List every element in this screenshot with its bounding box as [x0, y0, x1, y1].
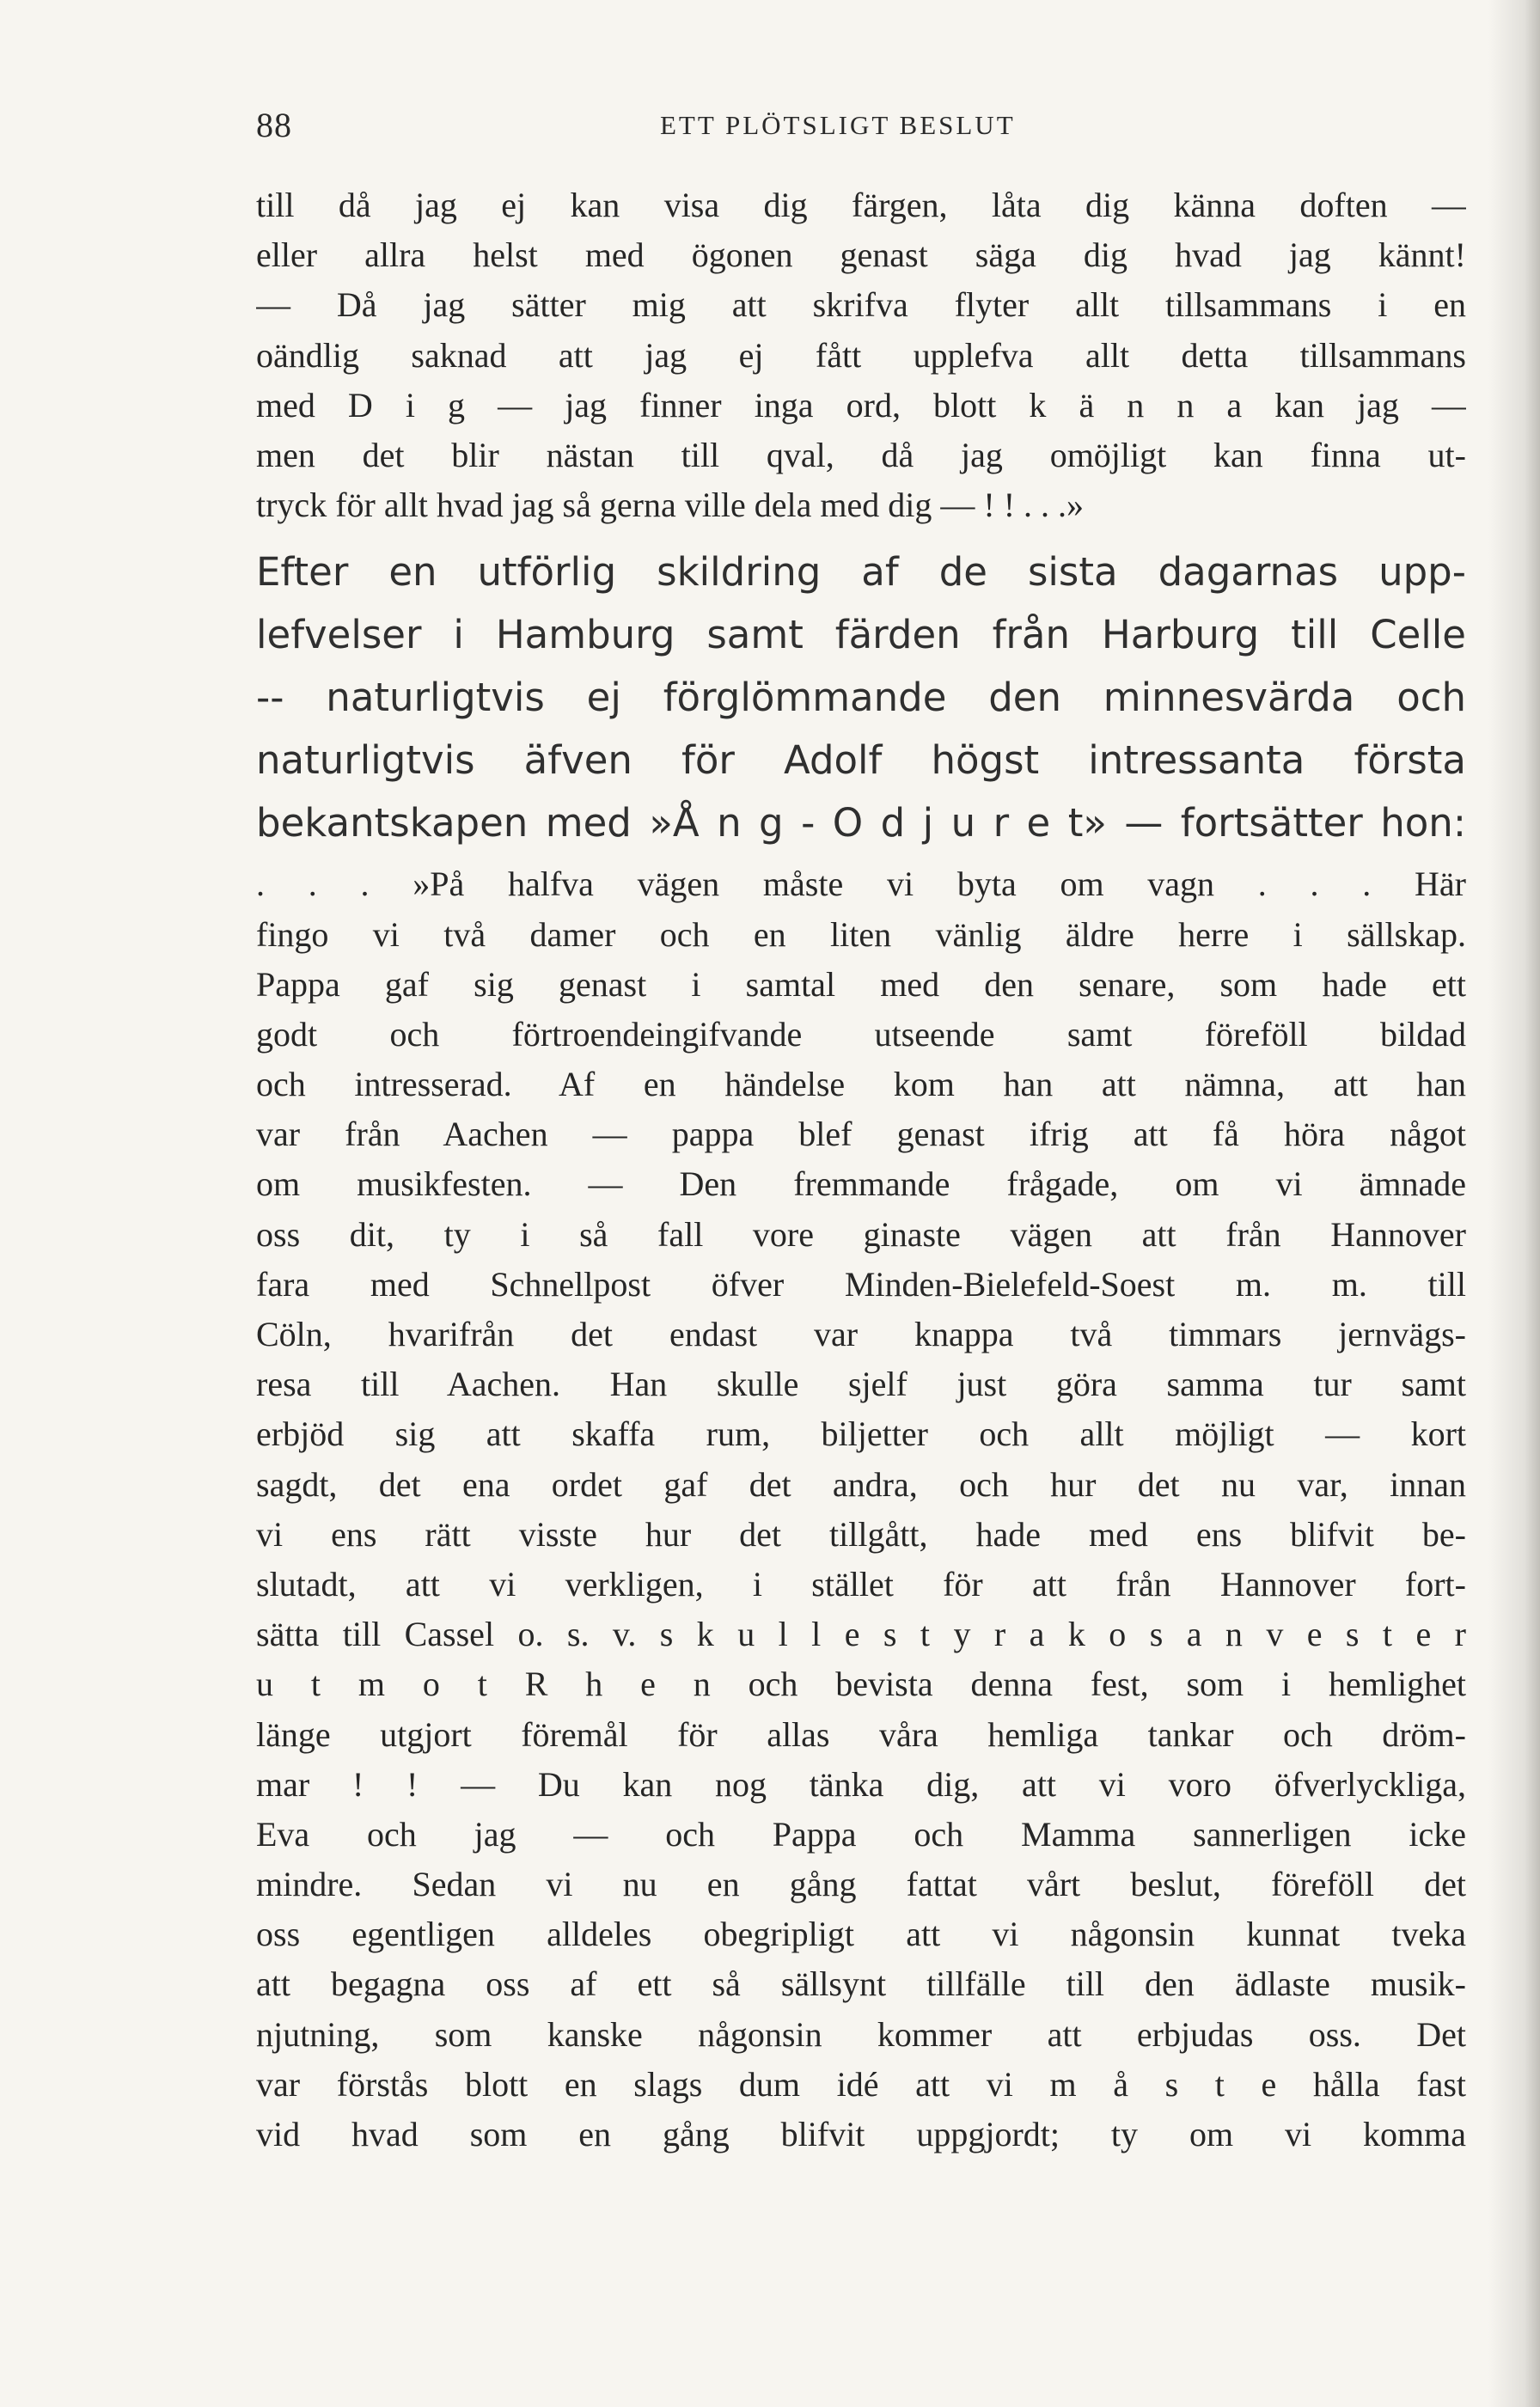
- text-line: slutadt, att vi verkligen, i stället för att från Hannover fort-: [256, 1564, 1466, 1604]
- text-line: var från Aachen — pappa blef genast ifrig att få höra något: [256, 1115, 1466, 1154]
- text-line: oss egentligen alldeles obegripligt att vi någonsin kunnat tveka: [256, 1915, 1466, 1954]
- text-line: bekantskapen med »Å n g - O d j u r e t» — fortsätter hon:: [256, 800, 1466, 846]
- text-line: sagdt, det ena ordet gaf det andra, och hur det nu var, innan: [256, 1464, 1466, 1504]
- text-line: tryck för allt hvad jag så gerna ville dela med dig — ! ! . . .»: [256, 486, 1085, 525]
- text-line: oändlig saknad att jag ej fått upplefva allt detta tillsammans: [256, 335, 1466, 375]
- text-line: oss dit, ty i så fall vore ginaste vägen att från Hannover: [256, 1214, 1466, 1254]
- text-line: till då jag ej kan visa dig färgen, låta dig känna doften —: [256, 186, 1466, 224]
- text-line: Eva och jag — och Pappa och Mamma sannerligen icke: [256, 1814, 1466, 1854]
- text-line: eller allra helst med ögonen genast säga dig hvad jag kännt!: [256, 235, 1466, 275]
- text-line: vid hvad som en gång blifvit uppgjordt; ty om vi komma: [256, 2115, 1466, 2153]
- text-line: var förstås blott en slags dum idé att vi m å s t e hålla fast: [256, 2064, 1466, 2104]
- text-line: u t m o t R h e n och bevista denna fest, som i hemlighet: [256, 1665, 1466, 1704]
- text-line: mindre. Sedan vi nu en gång fattat vårt beslut, föreföll det: [256, 1865, 1466, 1904]
- page-edge-shadow: [1488, 0, 1540, 2407]
- text-line: Cöln, hvarifrån det endast var knappa två timmars jernvägs-: [256, 1315, 1466, 1353]
- body-text: [256, 180, 1466, 2160]
- text-line: . . . »På halfva vägen måste vi byta om vagn . . . Här: [256, 864, 1466, 904]
- text-line: resa till Aachen. Han skulle sjelf just göra samma tur samt: [256, 1365, 1466, 1404]
- paragraph-letter-continued: [256, 859, 1466, 2160]
- text-line: mar ! ! — Du kan nog tänka dig, att vi voro öfverlyckliga,: [256, 1764, 1466, 1804]
- text-line: — Då jag sätter mig att skrifva flyter allt tillsammans i en: [256, 285, 1466, 325]
- text-line: att begagna oss af ett så sällsynt tillfälle till den ädlaste musik-: [256, 1964, 1466, 2004]
- text-line: naturligtvis äfven för Adolf högst intressanta första: [256, 737, 1466, 784]
- text-line: vi ens rätt visste hur det tillgått, hade med ens blifvit be-: [256, 1514, 1466, 1554]
- text-line: erbjöd sig att skaffa rum, biljetter och allt möjligt — kort: [256, 1414, 1466, 1454]
- text-line: njutning, som kanske någonsin kommer att erbjudas oss. Det: [256, 2014, 1466, 2054]
- text-line: -- naturligtvis ej förglömmande den minnesvärda och: [256, 675, 1466, 721]
- running-title: ETT PLÖTSLIGT BESLUT: [660, 110, 1016, 140]
- text-line: om musikfesten. — Den fremmande frågade, om vi ämnade: [256, 1164, 1466, 1204]
- paragraph-letter-quote: [256, 180, 1466, 530]
- text-line: länge utgjort föremål för allas våra hemliga tankar och dröm-: [256, 1714, 1466, 1754]
- text-line: Pappa gaf sig genast i samtal med den senare, som hade ett: [256, 964, 1466, 1004]
- text-line: med D i g — jag finner inga ord, blott k ä n n a kan jag —: [256, 385, 1466, 425]
- text-line: men det blir nästan till qval, då jag omöjligt kan finna ut-: [256, 435, 1466, 474]
- text-line: och intresserad. Af en händelse kom han att nämna, att han: [256, 1065, 1466, 1104]
- text-line: godt och förtroendeingifvande utseende samt föreföll bildad: [256, 1014, 1466, 1054]
- text-line: Efter en utförlig skildring af de sista dagarnas upp-: [256, 549, 1466, 596]
- text-line: lefvelser i Hamburg samt färden från Harburg till Celle: [256, 612, 1466, 658]
- paragraph-narration: [256, 541, 1466, 854]
- page-header: [256, 105, 1476, 148]
- text-line: sätta till Cassel o. s. v. s k u l l e s t y r a k o s a n v e s t e r: [256, 1615, 1466, 1654]
- text-line: fara med Schnellpost öfver Minden-Bielefeld-Soest m. m. till: [256, 1264, 1466, 1304]
- spacer: [256, 530, 1466, 541]
- page-number: 88: [256, 106, 292, 144]
- text-line: fingo vi två damer och en liten vänlig äldre herre i sällskap.: [256, 914, 1466, 954]
